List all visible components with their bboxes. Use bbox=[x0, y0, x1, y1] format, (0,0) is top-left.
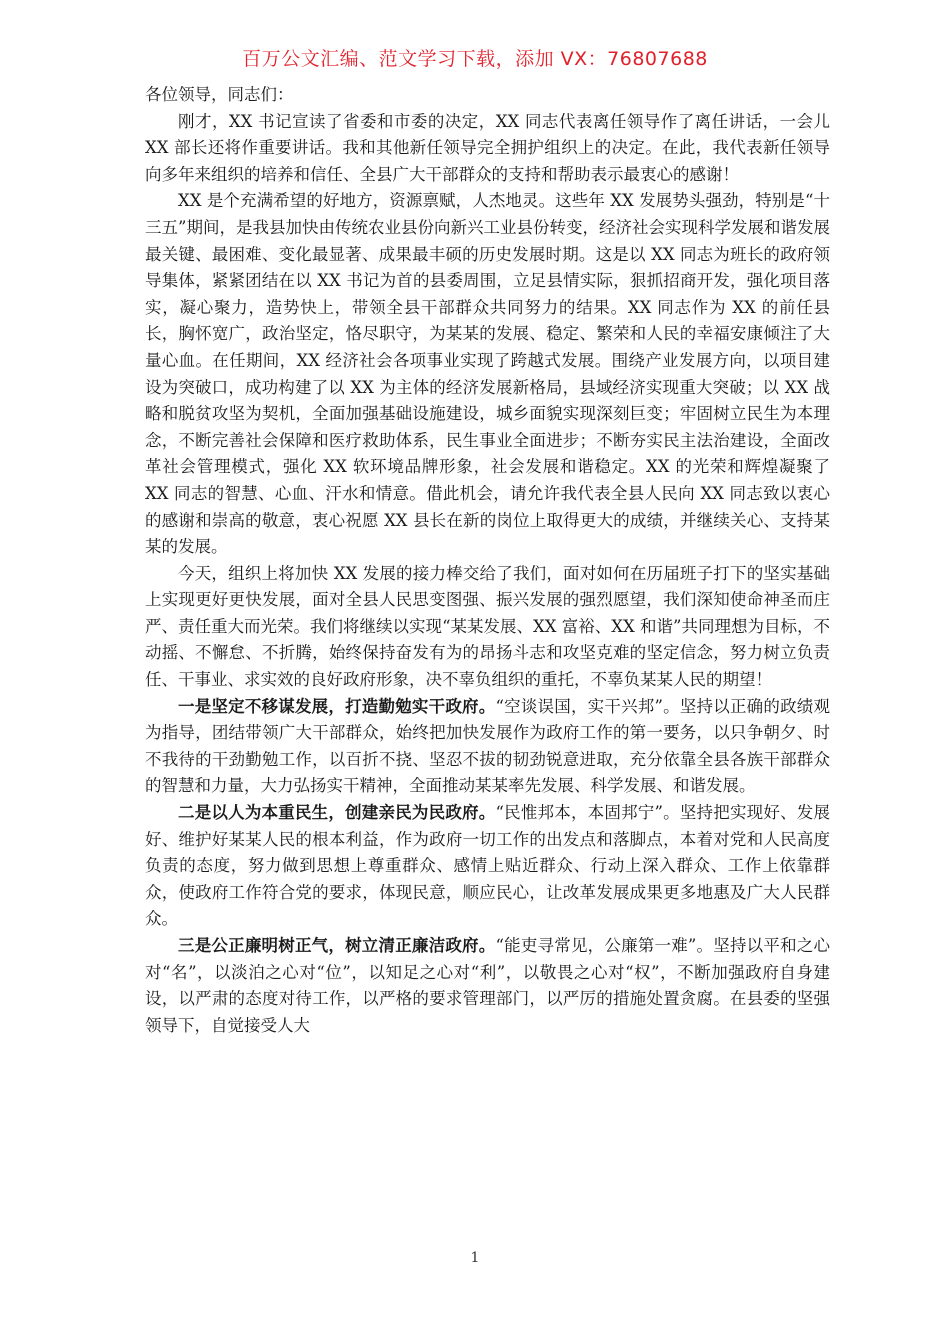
paragraph-4-text: “空谈误国，实干兴邦”。坚持以正确的政绩观为指导，团结带领广大干部群众，始终把加快发展作为政府工作的第一要务，以只争朝夕、时不我待的干劲勤勉工作，以百折不挠、坚忍不拔的韧劲锐意进取，充分依靠全县各族干部群众的智慧和力量，大力弘扬实干精神，全面推动某某率先发展、科学发展、和谐发展。 bbox=[145, 696, 831, 796]
paragraph-5-heading: 二是以人为本重民生，创建亲民为民政府。 bbox=[178, 803, 496, 823]
paragraph-4-heading: 一是坚定不移谋发展，打造勤勉实干政府。 bbox=[178, 696, 496, 716]
header-banner: 百万公文汇编、范文学习下载，添加 VX：76807688 bbox=[242, 48, 708, 70]
page-number: 1 bbox=[470, 1250, 480, 1266]
paragraph-6-heading: 三是公正廉明树正气，树立清正廉洁政府。 bbox=[178, 936, 496, 955]
paragraph-3: 今天，组织上将加快 XX 发展的接力棒交给了我们，面对如何在历届班子打下的坚实基础上实现更好更快发展，面对全县人民思变图强、振兴发展的强烈愿望，我们深知使命神圣而庄严、责任重大而光荣。我们将继续以实现“某某发展、XX 富裕、XX 和谐”共同理想为目标，不动摇、不懈怠、不折腾，始终保持奋发有为的昂扬斗志和攻坚克难的坚定信念，努力树立负责任、干事业、求实效的良好政府形象，决不辜负组织的重托，不辜负某某人民的期望！ bbox=[145, 563, 830, 690]
paragraph-4 bbox=[145, 694, 830, 800]
paragraph-6 bbox=[145, 933, 830, 1039]
paragraph-5-text: “民惟邦本，本固邦宁”。坚持把实现好、发展好、维护好某某人民的根本利益，作为政府一切工作的出发点和落脚点，本着对党和人民高度负责的态度，努力做到思想上尊重群众、感情上贴近群众、行动上深入群众、工作上依靠群众，使政府工作符合党的要求，体现民意，顺应民心，让改革发展成果更多地惠及广大人民群众。 bbox=[145, 803, 831, 929]
document-body bbox=[145, 82, 830, 1039]
paragraph-1: 刚才，XX 书记宣读了省委和市委的决定，XX 同志代表离任领导作了离任讲话，一会儿 XX 部长还将作重要讲话。我和其他新任领导完全拥护组织上的决定。在此，我代表新任领导向多年来组织的培养和信任、全县广大干部群众的支持和帮助表示最衷心的感谢！ bbox=[145, 111, 830, 184]
paragraph-5 bbox=[145, 800, 830, 933]
paragraph-2: XX 是个充满希望的好地方，资源禀赋，人杰地灵。这些年 XX 发展势头强劲，特别是“十三五”期间，是我县加快由传统农业县份向新兴工业县份转变，经济社会实现科学发展和谐发展最关键、最困难、变化最显著、成果最丰硕的历史发展时期。这是以 XX 同志为班长的政府领导集体，紧紧团结在以 XX 书记为首的县委周围，立足县情实际，狠抓招商开发，强化项目落实，凝心聚力，造势快上，带领全县干部群众共同努力的结果。XX 同志作为 XX 的前任县长，胸怀宽广，政治坚定，恪尽职守，为某某的发展、稳定、繁荣和人民的幸福安康倾注了大量心血。在任期间，XX 经济社会各项事业实现了跨越式发展。围绕产业发展方向，以项目建设为突破口，成功构建了以 XX 为主体的经济发展新格局，县域经济实现重大突破；以 XX 战略和脱贫攻坚为契机，全面加强基础设施建设，城乡面貌实现深刻巨变；牢固树立民生为本理念，不断完善社会保障和医疗救助体系，民生事业全面进步；不断夯实民主法治建设，全面改革社会管理模式，强化 XX 软环境品牌形象，社会发展和谐稳定。XX 的光荣和辉煌凝聚了 XX 同志的智慧、心血、汗水和情意。借此机会，请允许我代表全县人民向 XX 同志致以衷心的感谢和崇高的敬意，衷心祝愿 XX 县长在新的岗位上取得更大的成绩，并继续关心、支持某某的发展。 bbox=[145, 191, 830, 557]
paragraph-6-text: “能吏寻常见，公廉第一难”。坚持以平和之心对“名”，以淡泊之心对“位”，以知足之心对“利”，以敬畏之心对“权”，不断加强政府自身建设，以严肃的态度对待工作，以严格的要求管理部门，以严厉的措施处置贪腐。在县委的坚强领导下，自觉接受人大 bbox=[145, 936, 831, 1035]
salutation: 各位领导，同志们： bbox=[145, 85, 294, 104]
